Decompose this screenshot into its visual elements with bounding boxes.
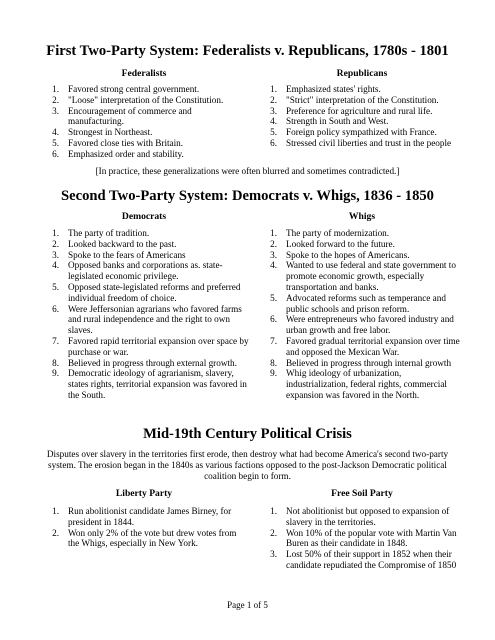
list-item [262, 127, 462, 138]
list-item-text: Were Jeffersonian agrarians who favored farms and rural independence and the right to own slaves. [68, 303, 242, 336]
list-item-number: 4. [52, 127, 59, 138]
list-item-text: Stressed civil liberties and trust in the people [286, 137, 452, 148]
list-item-text: Emphasized states' rights. [286, 84, 381, 94]
list-item-number: 2. [270, 94, 277, 105]
section3-title: Mid-19th Century Political Crisis [143, 426, 352, 442]
list-item-text: Not abolitionist but opposed to expansion of slavery in the territories. [286, 506, 450, 527]
list-item [44, 84, 249, 95]
list-item [262, 358, 462, 369]
free-soil-party-list [262, 506, 462, 571]
list-item-text: The party of modernization. [286, 228, 390, 238]
list-item-number: 1. [52, 84, 59, 94]
list-item [44, 127, 249, 138]
list-item [262, 84, 462, 95]
liberty-party-list [44, 506, 249, 549]
list-item-number: 2. [52, 527, 59, 538]
list-item [262, 506, 462, 528]
list-item-text: Opposed banks and corporations as. state-legislated economic privilege. [68, 260, 223, 282]
list-item [262, 549, 462, 571]
list-item-number: 6. [52, 148, 59, 159]
list-item [44, 282, 249, 304]
list-item [262, 95, 462, 106]
list-item-text: Emphasized order and stability. [68, 148, 184, 159]
list-item-number: 5. [52, 281, 59, 292]
list-item [44, 260, 249, 282]
crisis-paragraph: Disputes over slavery in the territories first erode, then destroy what had become America's second two-party system. The erosion began in the 1840s as various factions opposed to the post-Jackson Democratic political coalition begin to form. [46, 449, 449, 481]
free-soil-party-heading: Free Soil Party [331, 488, 393, 499]
list-item-text: Lost 50% of their support in 1852 when their candidate repudiated the Compromise of 1850 [286, 549, 457, 570]
list-item-text: Favored strong central government. [68, 84, 200, 94]
list-item [262, 336, 462, 358]
republicans-heading: Republicans [336, 68, 388, 79]
list-item-text: Spoke to the hopes of Americans. [286, 249, 410, 260]
section1-note: [In practice, these generalizations were often blurred and sometimes contradicted.] [95, 166, 400, 176]
section2-title: Second Two-Party System: Democrats v. Whigs, 1836 - 1850 [61, 188, 434, 204]
section1-title: First Two-Party System: Federalists v. Republicans, 1780s - 1801 [46, 43, 449, 59]
list-item [262, 228, 462, 239]
list-item-text: "Strict" interpretation of the Constitution. [286, 94, 439, 105]
list-item-number: 6. [270, 314, 277, 325]
list-item-number: 1. [270, 506, 277, 516]
list-item-number: 4. [270, 260, 277, 271]
list-item [44, 336, 249, 358]
list-item-text: Were entrepreneurs who favored industry and urban growth and free labor. [286, 314, 454, 336]
list-item-number: 3. [270, 105, 277, 116]
list-item-number: 4. [52, 260, 59, 271]
list-item-text: Believed in progress through internal growth [286, 357, 452, 368]
list-item [262, 293, 462, 315]
list-item [262, 260, 462, 292]
whigs-list [262, 228, 462, 401]
list-item-number: 1. [52, 506, 59, 516]
list-item [262, 138, 462, 149]
list-item [44, 228, 249, 239]
list-item-number: 1. [270, 84, 277, 94]
list-item-number: 1. [270, 228, 277, 238]
list-item-number: 7. [270, 335, 277, 346]
list-item [262, 368, 462, 400]
list-item [262, 528, 462, 550]
list-item-number: 5. [270, 127, 277, 138]
democrats-list [44, 228, 249, 401]
list-item [262, 314, 462, 336]
list-item-text: Won only 2% of the vote but drew votes from the Whigs, especially in New York. [68, 527, 237, 549]
list-item-text: Favored close ties with Britain. [68, 137, 184, 148]
list-item-text: Strongest in Northeast. [68, 127, 153, 138]
list-item-number: 8. [52, 357, 59, 368]
list-item [44, 358, 249, 369]
list-item-text: Favored gradual territorial expansion over time and opposed the Mexican War. [286, 335, 460, 357]
list-item-text: Favored rapid territorial expansion over space by purchase or war. [68, 335, 249, 357]
list-item-text: Looked backward to the past. [68, 238, 177, 249]
list-item-number: 3. [270, 549, 277, 560]
list-item-text: Believed in progress through external growth. [68, 357, 237, 368]
whigs-heading: Whigs [348, 211, 376, 222]
liberty-party-heading: Liberty Party [115, 488, 173, 499]
list-item-number: 2. [52, 238, 59, 249]
list-item-text: Preference for agriculture and rural life. [286, 105, 433, 116]
list-item [262, 106, 462, 117]
list-item-number: 1. [52, 228, 59, 238]
republicans-list [262, 84, 462, 149]
federalists-heading: Federalists [121, 68, 167, 79]
list-item-number: 6. [52, 303, 59, 314]
list-item-number: 8. [270, 357, 277, 368]
list-item [44, 106, 249, 128]
list-item-number: 2. [52, 94, 59, 105]
list-item-text: The party of tradition. [68, 228, 150, 238]
list-item [44, 528, 249, 550]
list-item [262, 250, 462, 261]
list-item [44, 304, 249, 336]
list-item-text: Run abolitionist candidate James Birney, for president in 1844. [68, 506, 232, 527]
list-item [44, 149, 249, 160]
list-item-number: 5. [270, 292, 277, 303]
list-item [44, 95, 249, 106]
list-item-number: 9. [270, 368, 277, 379]
list-item [44, 506, 249, 528]
list-item-text: Democratic ideology of agrarianism, slavery, states rights, territorial expansion was favored in the South. [68, 368, 247, 400]
page-footer: Page 1 of 5 [227, 600, 268, 610]
federalists-list [44, 84, 249, 160]
list-item-number: 3. [52, 105, 59, 116]
list-item-text: Advocated reforms such as temperance and public schools and prison reform. [286, 292, 446, 314]
list-item-text: Won 10% of the popular vote with Martin Van Buren as their candidate in 1848. [286, 527, 457, 549]
list-item-number: 9. [52, 368, 59, 379]
list-item-text: Looked forward to the future. [286, 238, 395, 249]
list-item [44, 138, 249, 149]
list-item [44, 368, 249, 400]
list-item-text: Wanted to use federal and state government to promote economic growth, especially transportation and banks. [286, 260, 456, 292]
list-item-text: Spoke to the fears of Americans [68, 249, 186, 260]
list-item-text: "Loose" interpretation of the Constitution. [68, 94, 224, 105]
list-item [44, 239, 249, 250]
list-item-number: 4. [270, 116, 277, 127]
list-item-number: 6. [270, 137, 277, 148]
list-item-number: 2. [270, 527, 277, 538]
list-item-text: Foreign policy sympathized with France. [286, 127, 437, 138]
list-item-text: Opposed state-legislated reforms and preferred individual freedom of choice. [68, 281, 241, 303]
list-item-number: 3. [52, 249, 59, 260]
democrats-heading: Democrats [121, 211, 167, 222]
list-item-text: Encouragement of commerce and manufacturing. [68, 105, 192, 127]
list-item-number: 5. [52, 137, 59, 148]
list-item-number: 3. [270, 249, 277, 260]
list-item-text: Strength in South and West. [286, 116, 389, 127]
list-item-text: Whig ideology of urbanization, industrialization, federal rights, commercial expansion was favored in the North. [286, 368, 447, 400]
list-item [262, 239, 462, 250]
list-item [44, 250, 249, 261]
list-item [262, 116, 462, 127]
list-item-number: 2. [270, 238, 277, 249]
list-item-number: 7. [52, 335, 59, 346]
